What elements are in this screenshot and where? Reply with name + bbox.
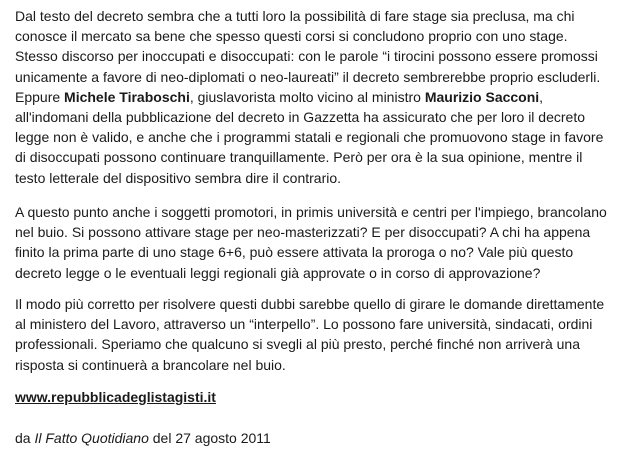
paragraph-1-intro: Dal testo del decreto sembra che a tutti loro la possibilità di fare stage sia preclusa, ma chi conosce il mercato sa bene che spesso questi corsi si concludono proprio con uno stage. Stesso discorso per inoccupati e disoccupati: con le parole “i tirocini possono essere promossi unicamente a favore di neo-diplomati o neo-laureati” il decreto sembrerebbe proprio escluderli. Eppure [15,8,601,105]
site-link[interactable]: www.repubblicadeglistagisti.it [15,389,216,405]
paragraph-1 [15,6,613,188]
source-date: del 27 agosto 2011 [148,430,271,446]
site-link-block [15,387,216,407]
source-prefix: da [15,430,35,446]
paragraph-1-rest: , all'indomani della pubblicazione del decreto in Gazzetta ha assicurato che per loro il decreto legge non è valido, e anche che i programmi statali e regionali che promuovono stage in favore di disoccupati possono continuare tranquillamente. Però per ora è la sua opinione, mentre il testo letterale del dispositivo sembra dire il contrario. [15,88,604,186]
paragraph-2: A questo punto anche i soggetti promotori, in primis università e centri per l'impiego, brancolano nel buio. Si possono attivare stage per neo-masterizzati? E per disoccupati? A chi ha appena finito la prima parte di uno stage 6+6, può essere attivata la proroga o no? Vale più questo decreto legge o le eventuali leggi regionali già approvate o in corso di approvazione? [15,204,607,281]
paragraph-3: Il modo più corretto per risolvere questi dubbi sarebbe quello di girare le domande direttamente al ministero del Lavoro, attraverso un “interpello”. Lo possono fare università, sindacati, ordini professionali. Speriamo che qualcuno si svegli al più presto, perché finché non arriverà una risposta si continuerà a brancolare nel buio. [15,296,605,373]
source-publication: Il Fatto Quotidiano [34,430,149,446]
name-michele-tiraboschi: Michele Tiraboschi [64,88,190,105]
source-line [15,428,271,448]
name-maurizio-sacconi: Maurizio Sacconi [424,88,540,105]
paragraph-1-mid: , giuslavorista molto vicino al ministro [189,88,425,105]
